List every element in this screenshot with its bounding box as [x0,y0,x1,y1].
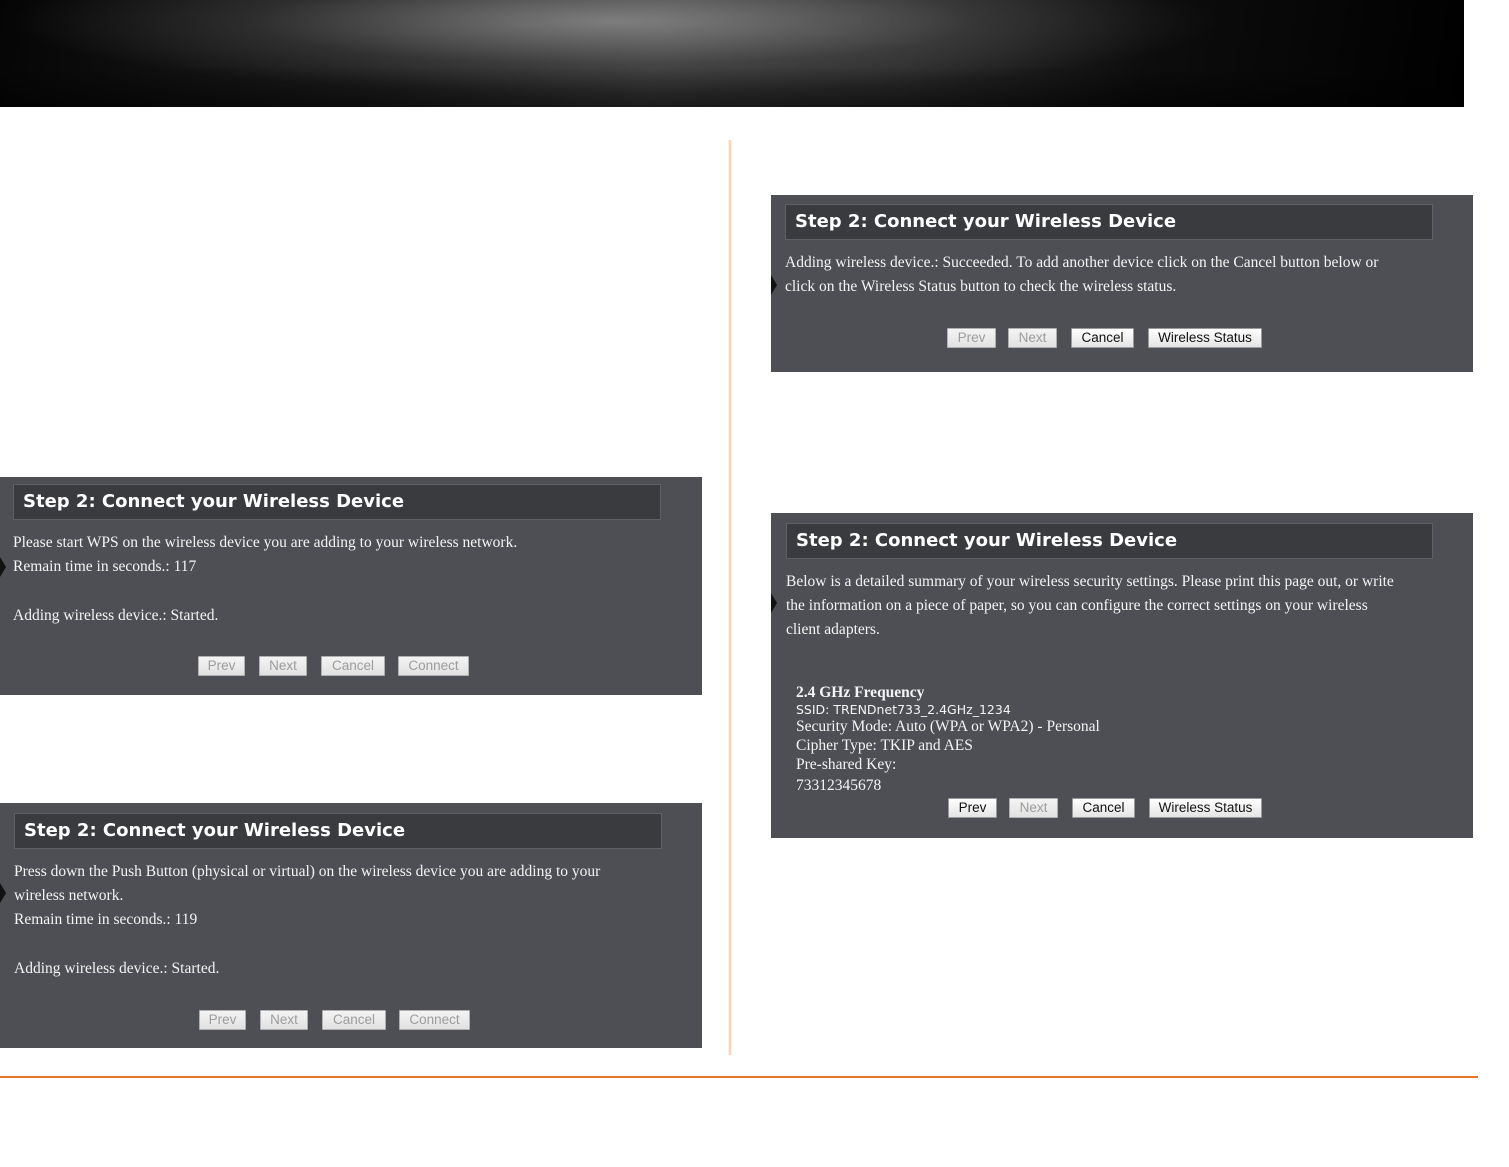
wireless-status-button[interactable]: Wireless Status [1149,798,1262,818]
prev-button[interactable]: Prev [948,798,997,818]
prev-button[interactable]: Prev [947,328,996,348]
remaining-time-text: Remain time in seconds.: 119 [14,911,198,928]
cancel-button[interactable]: Cancel [321,656,385,676]
connect-button[interactable]: Connect [399,1010,470,1030]
panel-title: Step 2: Connect your Wireless Device [13,484,661,520]
cancel-button[interactable]: Cancel [322,1010,386,1030]
push-button-waiting-panel [0,803,702,1048]
prev-button[interactable]: Prev [198,656,245,676]
connect-button[interactable]: Connect [398,656,469,676]
panel-title: Step 2: Connect your Wireless Device [785,204,1433,240]
summary-intro-text: Below is a detailed summary of your wireless security settings. Please print this page out, or write [786,573,1394,590]
wps-waiting-panel [0,477,702,695]
panel-marker [0,557,6,577]
instruction-text: Press down the Push Button (physical or virtual) on the wireless device you are adding to your [14,863,601,880]
header-banner [0,0,1464,107]
wireless-status-button[interactable]: Wireless Status [1148,328,1262,348]
result-text-continued: click on the Wireless Status button to check the wireless status. [785,278,1177,295]
next-button[interactable]: Next [1009,798,1058,818]
summary-intro-text-end: client adapters. [786,621,880,638]
column-divider [728,140,732,1055]
summary-intro-text-continued: the information on a piece of paper, so you can configure the correct settings on your wireless [786,597,1368,614]
panel-title: Step 2: Connect your Wireless Device [14,813,662,849]
prev-button[interactable]: Prev [199,1010,246,1030]
cancel-button[interactable]: Cancel [1072,798,1135,818]
security-mode-value: Security Mode: Auto (WPA or WPA2) - Personal [796,718,1100,735]
footer-rule [0,1076,1478,1078]
panel-marker [771,275,777,295]
summary-panel [771,513,1473,838]
pre-shared-key-label: Pre-shared Key: [796,756,897,773]
status-text: Adding wireless device.: Started. [13,607,219,624]
panel-marker [771,593,777,613]
panel-title: Step 2: Connect your Wireless Device [786,523,1433,559]
next-button[interactable]: Next [260,1010,308,1030]
wireless-settings-summary [796,684,1100,798]
frequency-heading: 2.4 GHz Frequency [796,684,925,701]
instruction-text-continued: wireless network. [14,887,124,904]
status-text: Adding wireless device.: Started. [14,960,220,977]
next-button[interactable]: Next [1008,328,1057,348]
instruction-text: Please start WPS on the wireless device you are adding to your wireless network. [13,534,518,551]
remaining-time-text: Remain time in seconds.: 117 [13,558,197,575]
next-button[interactable]: Next [259,656,307,676]
ssid-value: SSID: TRENDnet733_2.4GHz_1234 [796,702,1011,717]
cipher-type-value: Cipher Type: TKIP and AES [796,737,973,754]
succeeded-panel [771,195,1473,372]
cancel-button[interactable]: Cancel [1071,328,1134,348]
result-text: Adding wireless device.: Succeeded. To add another device click on the Cancel button below or [785,254,1379,271]
panel-marker [0,883,6,903]
pre-shared-key-value: 73312345678 [796,777,882,794]
